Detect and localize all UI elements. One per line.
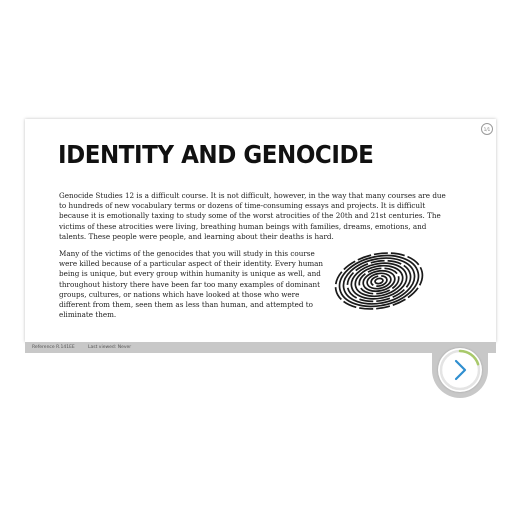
last-viewed-label: Last viewed: Never <box>88 345 132 350</box>
next-button[interactable] <box>438 348 482 392</box>
page-title: IDENTITY AND GENOCIDE <box>58 140 374 169</box>
progress-ring <box>438 348 482 392</box>
reference-label: Reference R.141EE <box>32 345 75 350</box>
intro-paragraph: Genocide Studies 12 is a difficult course. It is not difficult, however, in the way that many courses are due to hundreds of new vocabulary terms or dozens of time-consuming essays and projects. It is difficult because it is emotionally taxing to study some of the worst atrocities of the 20th and 21st centuries. The victims of these atrocities were living, breathing human beings with families, dreams, emotions, and talents. These people were people, and learning about their deaths is hard. <box>59 191 446 241</box>
lesson-card <box>25 119 496 342</box>
identity-paragraph: Many of the victims of the genocides that you will study in this course were killed because of a particular aspect of their identity. Every human being is unique, but every group within humanity is unique as well, and throughout history there have been far too many examples of dominant groups, cultures, or nations which have looked at those who were different from them, seen them as less than human, and attempted to eliminate them. <box>59 249 324 320</box>
chevron-right-icon <box>456 361 465 379</box>
footer-bar <box>25 342 496 353</box>
fingerprint-image <box>333 252 425 310</box>
expand-icon[interactable]: 1/1 <box>481 123 493 135</box>
